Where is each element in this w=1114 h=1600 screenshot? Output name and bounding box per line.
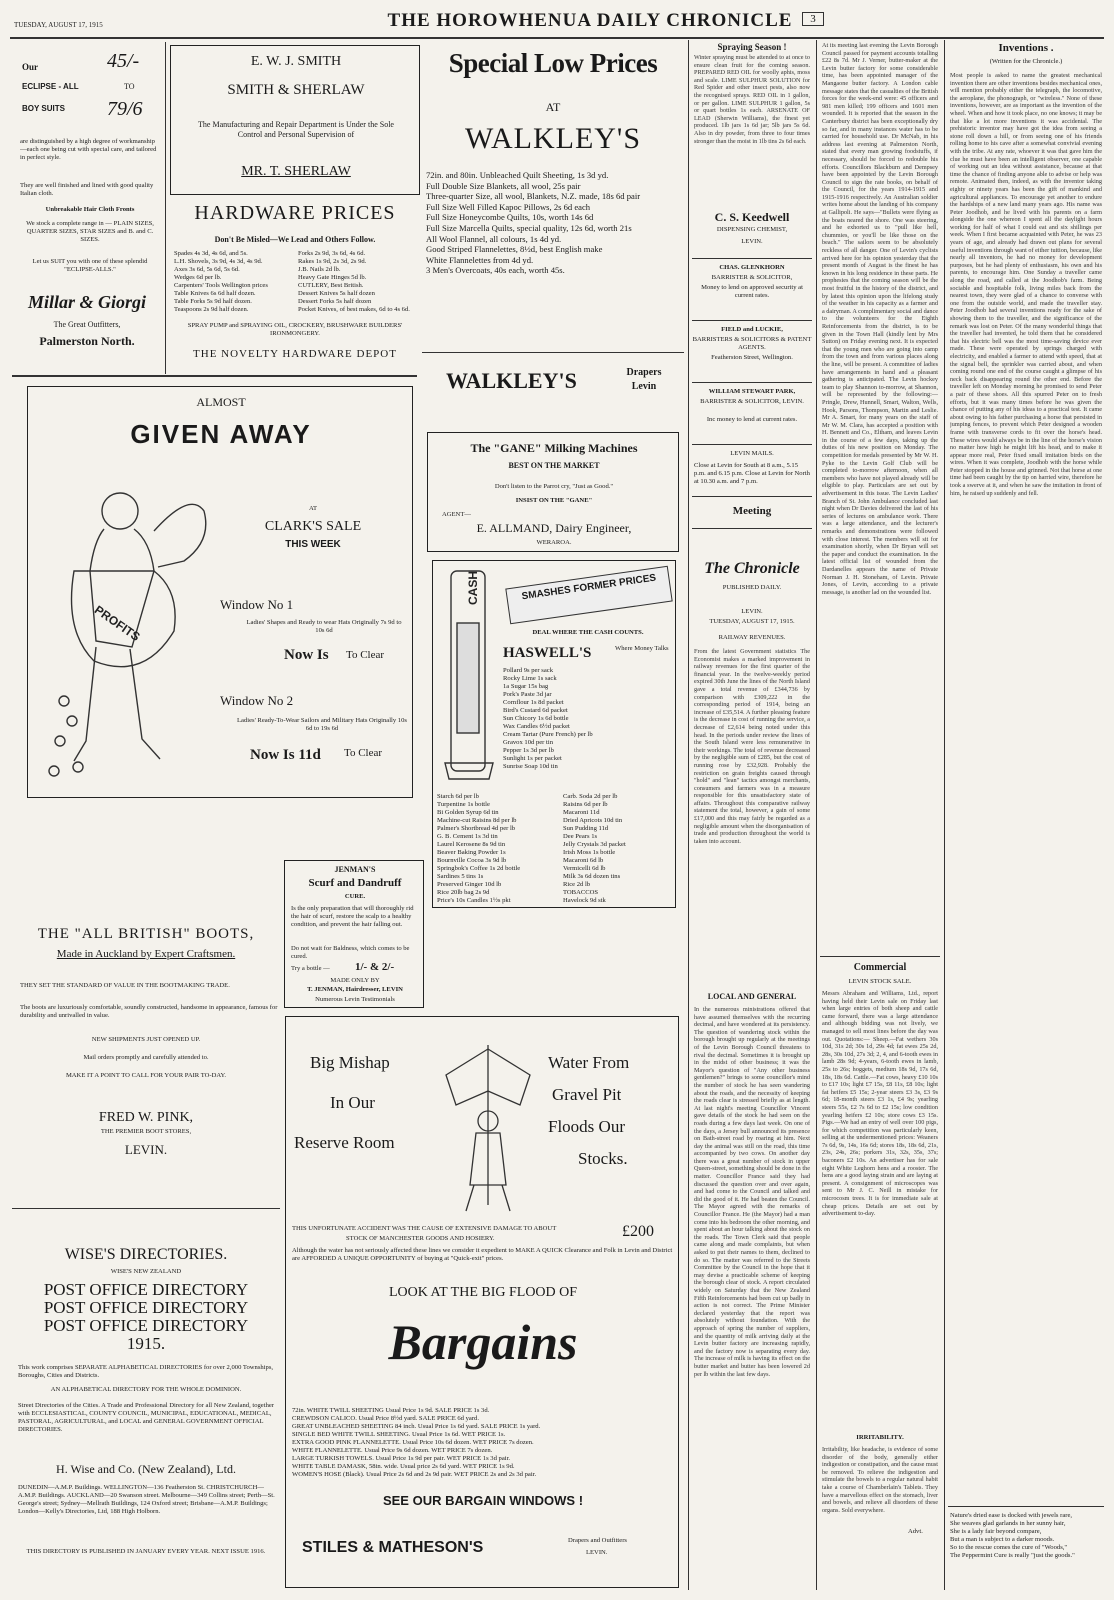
millar-body3: We stock a complete range in — PLAIN SIZES, QUARTER SIZES, STAR SIZES and B. and C. SIZES. (26, 220, 154, 243)
haswell-item: Sun Pudding 11d (563, 825, 609, 832)
hardware-right-list (298, 250, 418, 314)
walkley-item: 72in. and 80in. Unbleached Quilt Sheeting, 1s 3d yd. (426, 170, 609, 180)
pink-name: FRED W. PINK, (98, 1110, 194, 1125)
jenman-made: MADE ONLY BY (330, 977, 380, 984)
wise-t1: This work comprises SEPARATE ALPHABETICAL DIRECTORIES for over 2,000 Townships, Boroughs, Cities and Districts. (18, 1364, 274, 1379)
walkley-name: WALKLEY'S (464, 122, 642, 155)
haswell-item: Sardines 5 tins 1s (437, 873, 484, 880)
haswell-where: Where Money Talks (615, 645, 669, 652)
pink-t2: The boots are luxuriously comfortable, soundly constructed, handsome in appearance, famous for durability and unrivalled in value. (20, 1004, 278, 1019)
card-line1: BARRISTERS & SOLICITORS & PATENT AGENTS. (692, 336, 812, 351)
keedwell-advert (692, 42, 812, 254)
walkley-at: AT (545, 100, 561, 114)
hardware-item: Forks 2s 9d, 3s 6d, 4s 6d. (298, 250, 366, 257)
stiles-item: SINGLE BED WHITE TWILL SHEETING. Usual Price 1s 6d. WET PRICE 1s. (292, 1431, 506, 1438)
card-name: FIELD and LUCKIE, (721, 326, 783, 333)
wise-sub: WISE'S NEW ZEALAND (110, 1268, 182, 1275)
poem-line: The Peppermint Cure is really "just the goods." (950, 1552, 1075, 1559)
stiles-r4: Stocks. (578, 1149, 628, 1168)
wise-offices: DUNEDIN—A.M.P. Buildings. WELLINGTON—136 Featherston St. CHRISTCHURCH—A.M.P. Buildings. AUCKLAND—20 Swanson street. Melbourne—349 Collins street; Perth—St. George's street; Sydney—Mellrath Buildings, 124 Oxford street; Brisbane—A.M.P. Buildings; London—Kelly's Directories, Ltd, 188 High Holborn. (18, 1484, 275, 1515)
profits-figure-illustration (34, 471, 214, 789)
col1-rule (165, 42, 166, 374)
poem-line: But a man is subject to a darker moods. (950, 1536, 1055, 1543)
smith-firm: SMITH & SHERLAW (227, 82, 365, 98)
stiles-l2: In Our (330, 1093, 375, 1112)
wise-t2: AN ALPHABETICAL DIRECTORY FOR THE WHOLE DOMINION. (50, 1386, 242, 1393)
masthead-rule (10, 37, 1104, 39)
smith-body: The Manufacturing and Repair Department is Under the Sole Control and Personal Supervision of (198, 120, 394, 139)
advt-label: Advt. (908, 1528, 923, 1535)
clark-w2p: Now Is 11d (250, 747, 321, 763)
haswell-smash: SMASHES FORMER PRICES (521, 572, 657, 603)
hardware-item: Dessert Knives 5s half dozen (298, 290, 375, 297)
chronicle-date: TUESDAY, AUGUST 17, 1915. (709, 618, 795, 625)
stiles-advert (285, 1016, 679, 1588)
inventions-foot-rule (948, 1506, 1104, 1507)
hardware-item: Rakes 1s 9d, 2s 3d, 2s 9d. (298, 258, 367, 265)
col7-body2: Messrs Abraham and Williams, Ltd., report having held their Levin sale on Friday last when large entries of both sheep and cattle came forward, there was a large attendance and although bidding was not lively, we managed to sell most lines before the day was out. Quotations:— Sheep.—Fat wethers 30s 10d, 31s 2d; 30s 1d, 29s 4d; fat ewes 25s 2d, 28s, 30s 10d, 27s 3d; 2, 4, and 6-tooth ewes in lamb 28s 9d; 4-years, 6-tooth ewes in lamb, 25s to 26s; hoggets, medium 18s 9d, 17s 6d, 18s, 18s 6d. Cattle.—Fat cows, heavy £10 10s to £17 10s; light £7 15s, £8 11s, £8 10s; light fat heifers £5 15s; 2-year steers £3 3s, £3 9s 6d; 18-month steers £3 1s, £4 9s; yearling steers 55s, £2 7s 6d to £2 15s; low condition yearling heifers £2 10s; store cows £3 15s. Pigs.—We had an entry of well over 100 pigs, for which competition was particularly keen, selling at the undermentioned prices: Weaners 7s 6d, 9s, 14s, 16s 6d; stores 18s, 18s 6d, 21s, 23s, 24s, 26s; porkers 31s, 32s, 35s, 37s; baconers £2 10s. An advertiser has for sale eight White Leghorn hens and a rooster. The hens are a good laying strain and are laying at present. A consignment of microscopes was sent to Mr J. C. Neill in mistake for microcosm trees. It is for immediate sale at cheap prices. Details are set out by advertisement to-day. (822, 990, 938, 1218)
hardware-foot: SPRAY PUMP and SPRAYING OIL, CROCKERY, BRUSHWARE BUILDERS' IRONMONGERY. (187, 322, 403, 337)
haswell-item: G. B. Cement 1s 3d tin (437, 833, 498, 840)
mails-body: Close at Levin for South at 8 a.m., 5.15 p.m. and 6.15 p.m. Close at Levin for North at 10.30 a.m. and 7 p.m. (694, 462, 810, 485)
inventions-foot (950, 1512, 1102, 1560)
haswell-item: Rice 20lb bag 2s 9d (437, 889, 490, 896)
stiles-item: GREAT UNBLEACHED SHEETING 84 inch. Usual Price 1s 6d yard. SALE PRICE 1s yard. (292, 1423, 541, 1430)
col7-body3: Irritability, like headache, is evidence of some disorder of the body, generally either indigestion or constipation, and the cause must be removed. To relieve the indigestion and stimulate the bowels to a regular natural habit take a course of Chamberlain's Tablets. They have a marvellous effect on the stomach, liver and bowels, and relieve all disorders of these organs. Sold everywhere. (822, 1446, 938, 1514)
gane-title: The "GANE" Milking Machines (470, 441, 638, 455)
hardware-item: Heavy Gate Hinges 5d lb. (298, 274, 367, 281)
stiles-r2: Gravel Pit (552, 1085, 622, 1104)
clark-almost: ALMOST (196, 395, 246, 409)
gane-advert (427, 432, 679, 552)
haswell-item: Rice 2d lb (563, 881, 591, 888)
millar-body: are distinguished by a high degree of workmanship—each one being cut with special care, and tailored in perfect style. (20, 138, 157, 161)
haswell-goods3 (563, 793, 673, 905)
haswell-item: 1a Sugar 15s bag (503, 683, 549, 690)
millar-price2: 79/6 (107, 98, 143, 120)
haswell-item: Pollard 9s per sack (503, 667, 553, 674)
clark-w1d: Ladies' Shapes and Ready to wear Hats Originally 7s 9d to 10s 6d (246, 619, 402, 634)
pink-t1: THEY SET THE STANDARD OF VALUE IN THE BOOTMAKING TRADE. (20, 982, 230, 989)
haswell-item: Gravox 10d per tin (503, 739, 553, 746)
jenman-cure: CURE. (344, 893, 366, 900)
gane-name: E. ALLMAND, Dairy Engineer, (476, 521, 632, 535)
haswell-item: Macaroni 6d lb (563, 857, 604, 864)
hardware-advert (170, 200, 420, 372)
hardware-title: HARDWARE PRICES (194, 202, 396, 224)
card-rule (692, 444, 812, 445)
haswell-item: Macaroni 11d (563, 809, 600, 816)
millar-body4: Let us SUIT you with one of these splendid "ECLIPSE-ALLS." (32, 258, 148, 273)
haswell-item: Carb. Soda 2d per lb (563, 793, 618, 800)
stiles-sub1: Drapers and Outfitters (568, 1537, 627, 1544)
walkley-item: All Wool Flannel, all colours, 1s 4d yd. (426, 233, 562, 244)
stiles-p1: THIS UNFORTUNATE ACCIDENT WAS THE CAUSE OF EXTENSIVE DAMAGE TO ABOUT (292, 1225, 557, 1232)
keedwell-body: Winter spraying must be attended to at once to ensure clean fruit for the coming season. PREPARED RED OIL for woolly aphis, moss and scale. LIME SULPHUR SOLUTION for Red Spider and other insect pests, also now the recognised sprays. RED OIL in 1 gallon, or per gallon. LIME SULPHUR 1 gallon, 5s or quart bottles 1s each. ARSENATE OF LEAD (Sherwin Williams), the finest yet produced. 1lb jars 1s 6d jar; 5lb jars 5s 6d. Also in dry powder, from three to four times stronger than the moist in 1lb tins 2s 6d each. (694, 54, 810, 145)
stock-title: LEVIN STOCK SALE. (848, 978, 912, 985)
flags-figure-illustration (436, 1035, 540, 1215)
keedwell-title: Spraying Season ! (717, 42, 787, 52)
clark-w1p: Now Is (284, 647, 329, 663)
keedwell-sub: DISPENSING CHEMIST, (716, 226, 788, 233)
haswell-item: Wax Candles 6½d packet (503, 723, 570, 730)
rule-h1 (12, 375, 417, 377)
haswell-item: Starch 6d per lb (437, 793, 479, 800)
haswell-item: Rocky Lime 1s sack (503, 675, 557, 682)
card-line2: Money to lend on approved security at current rates. (701, 284, 803, 299)
millar-to: TO (124, 82, 135, 91)
millar-advert (12, 42, 162, 372)
pink-advert (12, 900, 280, 1200)
masthead-page: 3 (802, 12, 824, 26)
walkley-item: 3 Men's Overcoats, 40s each, worth 45s. (426, 265, 565, 276)
walkley-item: Full Size Marcella Quilts, special quality, 12s 6d, worth 21s (426, 222, 632, 233)
haswell-goods1 (503, 667, 673, 771)
keedwell-rule (692, 258, 812, 259)
hardware-item: Teaspoons 2s 9d half dozen. (174, 306, 249, 313)
stiles-firm: STILES & MATHESON'S (302, 1539, 484, 1556)
gane-body: Don't listen to the Parrot cry, "Just as Good." (494, 483, 614, 490)
haswell-item: Irish Moss 1s bottle (563, 849, 616, 856)
pink-store: THE PREMIER BOOT STORES, (100, 1128, 192, 1135)
wise-firm: H. Wise and Co. (New Zealand), Ltd. (56, 1462, 236, 1476)
wise-pod-2: POST OFFICE DIRECTORY (43, 1298, 249, 1317)
stiles-p3: Although the water has not seriously affected these lines we consider it expedient to MAKE A QUICK Clearance and Folk in Levin and District are AFFORDED A UNIQUE OPPORTUNITY of buying at "Quick-exit" prices. (292, 1247, 673, 1262)
haswell-item: Turpentine 1s bottle (437, 801, 490, 808)
local-body: In the numerous ministrations offered that have assumed themselves with the recurring decimal, and have wondered at its persistency. The question of wandering stock within the borough brought up regularly at the meetings of the Levin Borough Council threatens to rival the decimal. Sometimes it is brought up in the midst of other business; it was the Mayor's question of "Any other business gentlemen?" brings to some councillor's mind the number of stock he has seen wandering about the roads, and the necessity of keeping the roads clear is stressed briefly as at length. At last night's meeting Councillor Vincent gave details of the stock he had seen on the roads during a few days last week. On one of the days, a Jersey bull announced its presence on Bath-street road by roaring at him. Next day the animal was still on the road, this time accompanied by two cows. On another day there was a great number of stock in upper Queen-street, something should be done in the matter. Councillor France said they had discussed the question over and over again, and had come to the Council and talked and did the good of it. He had beaten the Council. The Mayor agreed with the remarks of Councillor France. He (the Mayor) had a man come into his bedroom the other morning, and spent about an hour talking about the stock on the roads. The Town Clerk said that people came along and made complaints, but when asked to put their names to them, declined to do so. The matter was referred to the Streets Committee by the Council in the hope that it may devise a practicable scheme of keeping the borough clear of stock. A report circulated widely on Saturday that the New Zealand Fifth Reinforcements had been cut up badly in action is not correct. The Prime Minister declared yesterday that the report was absolutely without foundation. With the approach of spring the number of suppliers, and the quantity of milk arriving daily at the Levin butter factory are increasing rapidly, and the factory now is separating every day. The increase of milk is having its effect on the butter market and butter has been lowered 2d per lb within the last few days. (694, 1006, 810, 1378)
inventions-article (948, 42, 1104, 1590)
poem-line: She weaves glad garlands in her sunny hair, (950, 1520, 1066, 1527)
jenman-dont: Do not wait for Baldness, which comes to be cured. (291, 945, 410, 960)
cash-label: CASH (466, 570, 480, 605)
clark-advert (27, 386, 413, 798)
card-line1: BARRISTER & SOLICITOR, LEVIN. (700, 398, 804, 405)
smith-name: E. W. J. SMITH (250, 54, 342, 69)
chronicle-title: The Chronicle (704, 560, 800, 577)
inventions-title: Inventions . (998, 42, 1054, 54)
gane-town: WERAROA. (536, 539, 572, 546)
cash-bottle-illustration (437, 563, 501, 785)
col7-body: At its meeting last evening the Levin Borough Council passed for payment accounts totalling £22 8s 7d. Mr J. Verner, butter-maker at the Levin butter factory for some considerable time, has been appointed manager of the Mangaone butter factory. A London cable message states that the casualties of the British forces for the week-end were: 45 officers and 981 men killed; 199 officers and 1601 men wounded. It is reported that the season in the Canterbury district has been exceptionally dry so far, and in many instances water has to be carried for household use. Dr McNab, in his address last evening at Palmerston North, stated that every man growing foodstuffs, if necessary, should be forced to redouble his efforts. Councillors Blackburn and Dempsey have been appointed by the Levin Borough Council to sign the rate books, on behalf of the Council, for the years 1914-1915 and 1915-1916 respectively. An Australian soldier writes home about the landing of his company at Gallipoli. He says—"Bullets were flying as the boats neared the shore. One was steering, and he exhorted us to "pull like hell, chummies, or you'll be like those on the beach." The sailors seem to be absolutely reckless of all danger. One of Levin's cyclists arrived here for his opinion yesterday that the present month of August is the finest he has known in his long residence in these parts. He prophesies that the coming season will be the most fruitful in the history of the district, and by latest this opinion upon the lifelong study of the weather in his capacity as a farmer and a dairyman. A complimentary social and dance to the volunteers for the Eighth Reinforcements from the district, is to be given in the Town Hall (kindly lent by Mrs Sutton) on Friday evening next. It is expected that the young men who are going into camp from the town and from various places along the line, will be present. A committee of ladies have arrangements in hand and a pleasant gathering is anticipated. The Levin hockey team to play Shannon to-morrow, at Shannon, will be represented by the following:—Pringle, Drew, Hunnell, Smart, Walton, Wells, Hook, Parsons, Thompson, Martin and Leslie. Mr A. Smart, for many years on the staff of Mr W. M. Clara, has accepted a position with H. Bennett and Co., Eltham, and leaves Levin in the course of a few days, taking up the duties of his new position on Monday. The competition for medals presented by Mr W. H. Pyke to the Levin Golf Club will be completed to-morrow afternoon, when all members who have not played already will be eligible to play. Particulars are set out by advertisement in this issue. The Levin Ladies' Branch of St. John Ambulance concluded last night when Dr Davies delivered the last of his series of lectures on ambulance work. There was a large attendance, and the lecturer's remarks and demonstrations were followed with close interest. The members will sit for examination shortly, when Dr Bryan will set the paper and conduct the examination. In the latest official list of wounded from the Dardanelles appears the name of Private Norman J. H. Stoneham, of Levin. Private Jones, of Levin, according to a private message, is another lad on the wounded list. (822, 42, 938, 596)
hardware-item: Table Forks 5s 9d half dozen. (174, 298, 252, 305)
millar-name: Millar & Giorgi (27, 292, 147, 312)
poem-line: So to the rescue comes the cure of "Woods," (950, 1544, 1068, 1551)
chronicle-editorial (692, 560, 812, 960)
wise-year: 1915. (126, 1334, 166, 1353)
pink-t4: Mail orders promptly and carefully attended to. (83, 1054, 209, 1061)
local-news (692, 992, 812, 1590)
haswell-item: Pork's Paste 3d jar (503, 691, 552, 698)
chronicle-body: From the latest Government statistics The Economist makes a marked improvement in railway revenues for the first quarter of the financial year. In the twelve-weekly period expired 30th June the lines of the North Island gave a total revenue of £344,736 by comparison with £309,222 in the corresponding period of 1914, being an increase of £35,514. A further pleasing feature is the decrease in cost of running the service, a decrease of £2,614 being noted under this head. In the periods under review the lines of the South Island were less remunerative in their workings. The total of revenue decreased by the negligible sum of £285, but the cost of running rose by £32,928. Probably the restriction on grain freights caused through "hold" and "lean" tactics amongst merchants, consumers and farmers was in a measure responsible for this unsatisfactory state of affairs. Throughout this comparative railway statement the total, however, a gain of some £17,000 and this may fairly be regarded as a negligible amount when the disorganisation of trade and production throughout the world is taken into account. (694, 648, 810, 845)
haswell-item: Dried Apricots 10d tin (563, 817, 623, 824)
haswell-item: Laurel Kerosene 8s 9d tin (437, 841, 506, 848)
clark-at: AT (308, 505, 318, 512)
haswell-item: Machine-cut Raisins 8d per lb (437, 817, 517, 824)
hardware-item: Dessert Forks 5s half dozen (298, 298, 372, 305)
card-name: CHAS. GLENKHORN (719, 264, 785, 271)
haswell-item: Bird's Custard 6d packet (503, 707, 568, 714)
stiles-item: WHITE FLANNELETTE. Usual Price 9s 6d dozen. WET PRICE 7s dozen. (292, 1447, 493, 1454)
card-line1: BARRISTER & SOLICITOR, (711, 274, 793, 281)
masthead (0, 0, 1114, 36)
haswell-advert (432, 560, 676, 908)
walkley-advert (422, 42, 684, 427)
jenman-title: JENMAN'S (334, 865, 376, 874)
stiles-sub2: LEVIN. (586, 1549, 608, 1556)
millar-sub2: The Great Outfitters, (53, 320, 121, 329)
haswell-item: Springbok's Coffee 1s 2d bottle (437, 865, 521, 872)
masthead-date: TUESDAY, AUGUST 17, 1915 (14, 21, 103, 29)
pink-town: LEVIN. (124, 1142, 168, 1157)
jenman-try: Try a bottle — (291, 965, 330, 972)
hardware-item: Axes 3s 6d, 5s 6d, 5s 6d. (174, 266, 240, 273)
card-name: WILLIAM STEWART PARK, (708, 388, 796, 395)
jenman-name: T. JENMAN, Hairdresser, LEVIN (307, 986, 403, 993)
smith-sig: MR. T. SHERLAW (241, 164, 351, 179)
stiles-items (292, 1407, 676, 1479)
hardware-store: THE NOVELTY HARDWARE DEPOT (193, 348, 397, 360)
haswell-item: Milk 3s 6d dozen tins (563, 873, 621, 880)
haswell-item: Preserved Ginger 10d lb (437, 881, 502, 888)
card-glenkhorn (692, 262, 812, 318)
millar-our: Our (22, 62, 39, 72)
keedwell-name: C. S. Keedwell (714, 210, 790, 224)
card-line2: Inc money to lend at current rates. (706, 416, 798, 423)
haswell-item: Pepper 1s 3d per lb (503, 747, 554, 754)
mails-rule (692, 496, 812, 497)
gane-insist: INSIST ON THE "GANE" (515, 497, 593, 504)
chronicle-place: LEVIN. (741, 608, 763, 615)
stiles-p2: STOCK OF MANCHESTER GOODS AND HOSIERY. (346, 1235, 495, 1242)
card-line2: Featherston Street, Wellington. (711, 354, 793, 361)
col8-left-rule (944, 40, 945, 1590)
haswell-goods2 (437, 793, 559, 905)
stiles-item: WOMEN'S HOSE (Black). Usual Price 2s 6d and 2s 9d pair. WET PRICE 2s and 2s 3d pair. (292, 1471, 537, 1478)
walkley-item: Three-quarter Size, all wool, Blankets, N.Z. made, 18s 6d pair (426, 191, 641, 202)
haswell-name: HASWELL'S (503, 645, 592, 661)
haswell-item: Raisins 6d per lb (563, 801, 608, 808)
wise-pod-3: POST OFFICE DIRECTORY (43, 1316, 249, 1335)
walkley-item: Full Size Honeycombe Quilts, 10s, worth 14s 6d (426, 212, 594, 223)
haswell-smash-banner (505, 566, 672, 624)
haswell-item: Dee Pears 1s (563, 833, 598, 840)
mails (692, 448, 812, 494)
card-rule (692, 320, 812, 321)
gane-agent: AGENT— (442, 511, 471, 518)
walkley-foot-sub1: Drapers (626, 368, 662, 378)
clark-w2d: Ladies' Ready-To-Wear Sailors and Military Hats Originally 10s 6d to 19s 6d (237, 717, 407, 732)
wise-foot: THIS DIRECTORY IS PUBLISHED IN JANUARY EVERY YEAR. NEXT ISSUE 1916. (26, 1548, 266, 1555)
poem-line: She is a lady fair beyond compare, (950, 1528, 1042, 1535)
haswell-item: Jelly Crystals 3d packet (563, 841, 626, 848)
clark-w1c: To Clear (346, 649, 385, 661)
jenman-body: Is the only preparation that will thoroughly rid the hair of scurf, restore the scalp to a healthy condition, and prevent the hair falling out. (291, 905, 414, 928)
haswell-item: Sun Chicory 1s 6d bottle (503, 715, 569, 722)
clark-week: THIS WEEK (285, 539, 341, 550)
walkley-item: Good Striped Flannelettes, 8½d, best English make (426, 244, 603, 255)
rule-pink (12, 1208, 280, 1209)
haswell-item: Bournville Cocoa 3s 9d lb (437, 857, 507, 864)
hardware-item: CUTLERY, Best British. (298, 282, 364, 289)
stiles-bargains: Bargains (388, 1314, 578, 1370)
stiles-item: LARGE TURKISH TOWELS. Usual Price 1s 9d per pair. WET PRICE 1s 3d pair. (292, 1455, 511, 1462)
pink-sub: Made in Auckland by Expert Craftsmen. (56, 948, 236, 960)
hardware-item: Spades 4s 3d, 4s 6d, and 5s. (174, 250, 248, 257)
jenman-advert (284, 860, 424, 1008)
stiles-item: EXTRA GOOD PINK FLANNELETTE. Usual Price 10s 6d dozen. WET PRICE 7s dozen. (292, 1439, 534, 1446)
chronicle-sub: PUBLISHED DAILY. (722, 584, 782, 591)
wise-t3: Street Directories of the Cities. A Trade and Professional Directory for all New Zealand, together with ECCLESIASTICAL, COUNTY COUNCIL, MUNICIPAL, EDUCATIONAL, MEDICAL, PASTORAL, AGRICULTURAL, and LOCAL and GENERAL GOVERNMENT OFFICIAL DIRECTORIES. (18, 1402, 274, 1433)
gane-sub: BEST ON THE MARKET (508, 461, 600, 470)
masthead-title: THE HOROWHENUA DAILY CHRONICLE (387, 10, 793, 31)
news-column-7 (820, 42, 940, 1590)
walkley-foot-name: WALKLEY'S (446, 368, 577, 393)
clark-w2c: To Clear (344, 747, 383, 759)
stiles-see: SEE OUR BARGAIN WINDOWS ! (382, 1493, 584, 1508)
haswell-item: Bi Golden Syrup 6d tin (437, 809, 499, 816)
col6-left-rule (688, 40, 689, 1590)
meeting-rule (692, 528, 812, 529)
local-title: LOCAL AND GENERAL (707, 992, 797, 1001)
stiles-item: CREWDSON CALICO. Usual Price 8½d yard. SALE PRICE 6d yard. (292, 1415, 479, 1422)
clark-w1: Window No 1 (220, 597, 294, 612)
irritability-title: IRRITABILITY. (856, 1434, 904, 1441)
wise-pod-1: POST OFFICE DIRECTORY (43, 1280, 249, 1299)
hardware-tag: Don't Be Misled—We Lead and Others Follow. (214, 236, 376, 244)
walkley-rule (422, 352, 684, 353)
millar-line2: BOY SUITS (22, 104, 65, 113)
haswell-item: Beaver Baking Powder 1s (437, 849, 506, 856)
poem-line: Nature's dried ease is docked with jewels rare, (950, 1512, 1073, 1519)
card-field-luckie (692, 324, 812, 380)
walkley-title: Special Low Prices (448, 48, 658, 78)
smith-advert (170, 45, 420, 195)
card-park (692, 386, 812, 442)
card-rule (692, 382, 812, 383)
millar-sub: Unbreakable Hair Cloth Fronts (45, 206, 135, 213)
hardware-item: Pocket Knives, of best makes, 6d to 4s 6d. (298, 306, 410, 313)
millar-line1: ECLIPSE - ALL (22, 82, 79, 91)
walkley-item: Full Size Well Filled Kapoc Pillows, 2s 6d each (426, 201, 591, 212)
jenman-price: 1/- & 2/- (355, 961, 395, 973)
stiles-item: 72in. WHITE TWILL SHEETING Usual Price 1s 9d. SALE PRICE 1s 3d. (292, 1407, 490, 1414)
stiles-r3: Floods Our (548, 1117, 625, 1136)
haswell-deal: DEAL WHERE THE CASH COUNTS. (532, 629, 644, 636)
haswell-item: Sunrise Soap 10d tin (503, 763, 558, 770)
hardware-item: Wedges 6d per lb. (174, 274, 222, 281)
meeting-heading: Meeting (732, 505, 772, 517)
clark-sale: CLARK'S SALE (264, 519, 362, 534)
millar-town: Palmerston North. (39, 334, 135, 348)
chronicle-head: RAILWAY REVENUES. (718, 634, 786, 641)
pink-t5: MAKE IT A POINT TO CALL FOR YOUR PAIR TO-DAY. (65, 1072, 227, 1079)
millar-body2: They are well finished and lined with good quality Italian cloth. (20, 182, 154, 197)
wise-title: WISE'S DIRECTORIES. (64, 1246, 228, 1263)
hardware-item: J.B. Nails 2d lb. (298, 266, 341, 273)
walkley-item: Full Double Size Blankets, all wool, 25s pair (426, 180, 581, 191)
stiles-l1: Big Mishap (310, 1053, 390, 1072)
hardware-item: L.H. Shovels, 3s 9d, 4s 3d, 4s 9d. (174, 258, 263, 265)
stiles-item: WHITE TABLE DAMASK, 58in. wide. Usual price 2s 6d yard. WET PRICE 1s 9d. (292, 1463, 515, 1470)
mails-title: LEVIN MAILS. (730, 450, 774, 457)
wise-advert (12, 1240, 280, 1584)
haswell-item: Palmer's Shortbread 4d per lb (437, 825, 516, 832)
inventions-byline: (Written for the Chronicle.) (989, 58, 1063, 65)
millar-price1: 45/- (107, 50, 140, 72)
haswell-item: Havelock 9d stk (563, 897, 606, 904)
hardware-item: Table Knives 6s 6d half dozen. (174, 290, 256, 297)
keedwell-town: LEVIN. (741, 238, 763, 245)
stiles-r1: Water From (548, 1053, 630, 1072)
haswell-item: Price's 10s Candles 1½s pkt (437, 897, 511, 904)
clark-w2: Window No 2 (220, 693, 294, 708)
haswell-item: TOBACCOS (563, 889, 599, 896)
hardware-left-list (174, 250, 298, 314)
haswell-item: Vermicelli 6d lb (563, 865, 606, 872)
commercial-rule (820, 956, 940, 957)
stiles-look: LOOK AT THE BIG FLOOD OF (388, 1285, 578, 1300)
pink-t3: NEW SHIPMENTS JUST OPENED UP. (91, 1036, 201, 1043)
stiles-amount: £200 (622, 1223, 654, 1240)
inventions-body: Most people is asked to name the greatest mechanical invention there are other inventions besides mechanical ones, will mention probably either the telegraph, the locomotive, the aeroplane, the phonograph, or "wireless." None of these inventions, however, are as important as the invention of the wheel. When and how it took place, no one knows; it may be that like a lot more inventions it was accidental. The prehistoric inventor may have got the idea from seeing a stone roll down a hill, or from seeing one of his friends rolling home to his cave after a somewhat convivial evening with the tribe. At any rate, whoever it was that gave him the clue he must have been an intelligent observer, one capable of working out an idea without assistance, because at that time the chance of finding anyone able to advise or help was remote. Animated then, indeed, as with the inventor taking eighty or ninety years has been the gift of mankind and agricultural appliances. To encourage yet another to endure the hardships of a new land many years ago. His name was Peter Joodhob, and he lived with his parents on a farm alongside the one whereon I spent all the daylight hours working for half of what I could eat and six shillings per week. When I first became acquainted with Peter, he was 23 years of age, and already had drawn out plans for several useful inventions through want of either tuition, because, like nearly all inventors, he had no money for development purposes, but he had plenty of enthusiasm, his own and his parents, to encourage him. One Sunday a traveller came along the road, and called at the Joodhob's farm. Being sociable and hospitable folk, living miles back from the nearest town, they were glad of a chance to converse with one from the outside world, and made the traveller stay. Peter Joodhob had several inventions ready for the sake of showing them to the traveller, and the significance of the remark was lost on Peter. Of the many wonderful things that the traveller had invented, he told them that he considered that his electric bell was the most time-saving device ever made. These were operated by springs charged with electricity, and enabled a farmer to attend with speed, that at the signal bell, the sprinkler was carried about, and when coming round one end of the course caught a glimpse of his neck back disappearing round the other end. Before the traveller left on Monday morning he promised to send Peter a pair of these shoes. All this spurred Peter on to fresh efforts, but it was many times before he was given the chance of putting any of his ideas to a practical test. It came about owing to his father purchasing a horse that persisted in jumping fences, to prevent which Peter designed a wooden frame with transverse cords to fit over the horse's head. These wires would always be in the line of the horse's vision no matter how high he might lift his head, and to make it appear more real, Peter fixed small imitation birds on the wires. When it was complete, Joodhob with the horse while Peter stopped in the house and grinned. Not that horse at one time had been caught by the tip on harried wire, therefore he took a swerve at it, and when he saw the imitation in front of him, he raised up suddenly and fell. (950, 72, 1102, 497)
pink-title: THE "ALL BRITISH" BOOTS, (37, 926, 255, 942)
clark-title: GIVEN AWAY (130, 419, 312, 449)
profits-sack-label: PROFITS (91, 602, 143, 644)
hardware-item: Carpenters' Tools Wellington prices (174, 282, 268, 289)
jenman-test: Numerous Levin Testimonials (315, 996, 395, 1003)
haswell-item: Cream Tartar (Pure French) per lb (503, 731, 593, 738)
col7-left-rule (816, 40, 817, 1590)
jenman-sub: Scurf and Dandruff (308, 877, 402, 889)
stiles-l3: Reserve Room (294, 1133, 395, 1152)
walkley-items (426, 170, 682, 276)
walkley-foot-sub2: Levin (631, 382, 657, 392)
commercial-title: Commercial (853, 962, 907, 973)
haswell-item: Cornflour 1s 8d packet (503, 699, 564, 706)
walkley-item: White Flannelettes from 4d yd. (426, 254, 534, 265)
haswell-item: Sunlight 1s per packet (503, 755, 562, 762)
